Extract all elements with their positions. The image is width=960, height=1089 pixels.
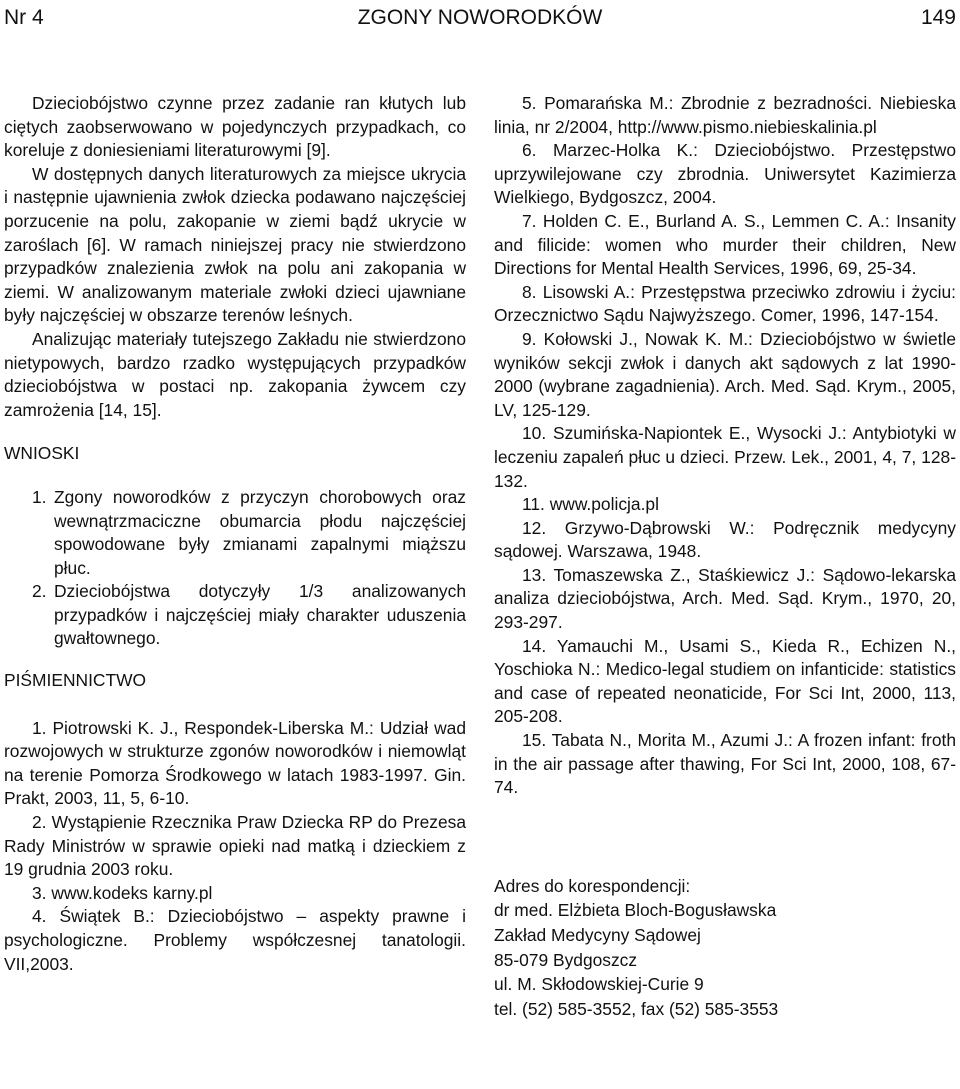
correspondence-address [494,874,956,1022]
reference-item: 8. Lisowski A.: Przestępstwa przeciwko zdrowiu i życiu: Orzecznictwo Sądu Najwyższego. Comer, 1996, 147-154. [494,281,956,326]
address-city: 85-079 Bydgoszcz [494,949,638,970]
page-number: 149 [920,6,956,29]
address-phone: tel. (52) 585-3552, fax (52) 585-3553 [494,998,779,1019]
reference-item: 10. Szumińska-Napiontek E., Wysocki J.: Antybiotyki w leczeniu zapaleń płuc u dzieci. Przew. Lek., 2001, 4, 7, 128-132. [494,423,956,491]
conclusion-text: Dzieciobójstwa dotyczyły 1/3 analizowanych przypadków i najczęściej miały charakter uduszenia gwałtownego. [54,581,466,649]
running-title: ZGONY NOWORODKÓW [357,6,603,29]
reference-item: 5. Pomarańska M.: Zbrodnie z bezradności. Niebieska linia, nr 2/2004, http://www.pismo.niebieskalinia.pl [494,93,956,137]
address-name: dr med. Elżbieta Bloch-Bogusławska [494,900,777,921]
reference-item: 14. Yamauchi M., Usami S., Kieda R., Echizen N., Yoschioka N.: Medico-legal studiem on infanticide: statistics and case of repeated neonaticide, For Sci Int, 2000, 113, 205-208. [494,635,956,727]
reference-item: 2. Wystąpienie Rzecznika Praw Dziecka RP do Prezesa Rady Ministrów w sprawie opieki nad matką i dzieckiem z 19 grudnia 2003 roku. [4,812,466,880]
conclusion-item [4,486,466,580]
reference-item: 7. Holden C. E., Burland A. S., Lemmen C. A.: Insanity and filicide: women who murder their children, New Directions for Mental Health Services, 1996, 69, 25-34. [494,210,956,279]
conclusion-number: 1. [32,486,47,507]
address-street: ul. M. Skłodowskiej-Curie 9 [494,974,704,995]
conclusion-number: 2. [32,581,47,602]
body-paragraph: Dzieciobójstwo czynne przez zadanie ran kłutych lub ciętych zaobserwowano w pojedynczych przypadkach, co koreluje z doniesieniami literaturowymi [9]. [4,93,466,161]
issue-number: Nr 4 [4,6,44,29]
reference-item: 4. Świątek B.: Dzieciobójstwo – aspekty prawne i psychologiczne. Problemy współczesnej tanatologii. VII,2003. [4,906,466,974]
right-column [494,92,956,1021]
reference-item: 13. Tomaszewska Z., Staśkiewicz J.: Sądowo-lekarska analiza dzieciobójstwa, Arch. Med. Sąd. Krym., 1970, 20, 293-297. [494,564,956,633]
address-department: Zakład Medycyny Sądowej [494,925,701,945]
conclusion-item [4,580,466,651]
reference-item: 6. Marzec-Holka K.: Dzieciobójstwo. Przestępstwo uprzywilejowane czy zbrodnia. Uniwersytet Kazimierza Wielkiego, Bydgoszcz, 2004. [494,140,956,208]
body-paragraph: W dostępnych danych literaturowych za miejsce ukrycia i następnie ujawnienia zwłok dziecka podawano najczęściej porzucenie na polu, zakopanie w ziemi bądź ukrycie w zaroślach [6]. W ramach niniejszej pracy nie stwierdzono przypadków znalezienia zwłok na polu ani zakopania w ziemi. W analizowanym materiale zwłoki dzieci ujawniane były najczęściej w obszarze terenów leśnych. [4,163,466,326]
address-label: Adres do korespondencji: [494,875,691,896]
page-header [0,0,960,36]
reference-item: 15. Tabata N., Morita M., Azumi J.: A frozen infant: froth in the air passage after thawing, For Sci Int, 2000, 108, 67-74. [494,730,956,798]
conclusion-text: Zgony noworodków z przyczyn chorobowych oraz wewnątrzmaciczne obumarcia płodu najczęściej spowodowane były zmianami zapalnymi miąższu płuc. [54,486,466,578]
reference-item: 12. Grzywo-Dąbrowski W.: Podręcznik medycyny sądowej. Warszawa, 1948. [494,517,956,562]
reference-item: 9. Kołowski J., Nowak K. M.: Dzieciobójstwo w świetle wyników sekcji zwłok i danych akt sądowych z lat 1990-2000 (wybrane zagadnienia). Arch. Med. Sąd. Krym., 2005, LV, 125-129. [494,328,956,420]
references-heading: PIŚMIENNICTWO [4,670,147,691]
reference-item: 3. www.kodeks karny.pl [32,882,213,903]
reference-item: 1. Piotrowski K. J., Respondek-Liberska M.: Udział wad rozwojowych w strukturze zgonów noworodków i niemowląt na terenie Pomorza Środkowego w latach 1983-1997. Gin. Prakt, 2003, 11, 5, 6-10. [4,717,466,809]
reference-item: 11. www.policja.pl [522,494,659,515]
left-column [4,92,466,976]
conclusions-heading: WNIOSKI [4,443,80,464]
body-paragraph: Analizując materiały tutejszego Zakładu nie stwierdzono nietypowych, bardzo rzadko występujących przypadków dzieciobójstwa w postaci np. zakopania żywcem czy zamrożenia [14, 15]. [4,328,466,420]
